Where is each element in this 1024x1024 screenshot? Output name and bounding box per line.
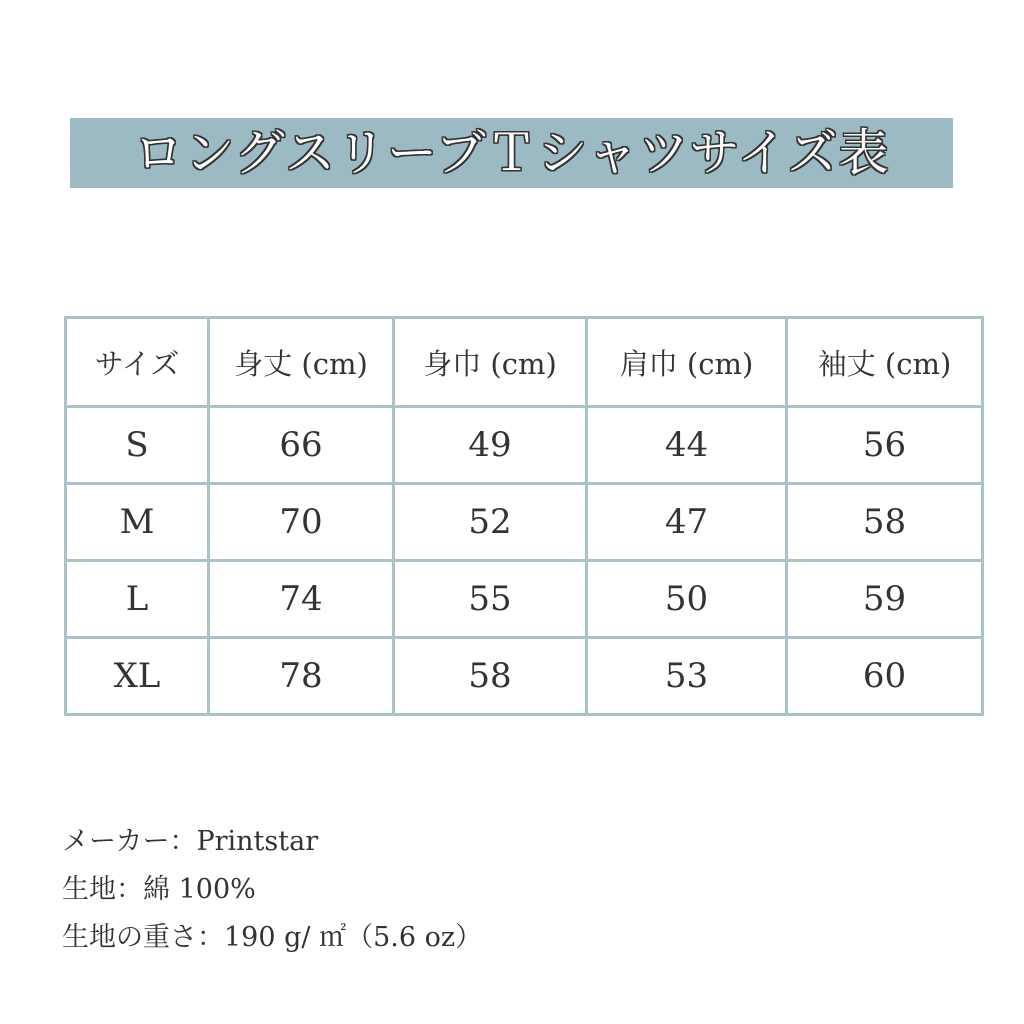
table-cell: 53 bbox=[587, 638, 787, 715]
spec-weight: 生地の重さ：190 g/ ㎡（5.6 oz） bbox=[62, 922, 483, 953]
table-cell: L bbox=[66, 561, 209, 638]
table-row bbox=[66, 407, 983, 484]
product-specs bbox=[62, 818, 482, 962]
spec-fabric: 生地：綿 100% bbox=[62, 874, 256, 905]
table-cell: 74 bbox=[209, 561, 394, 638]
table-row bbox=[66, 484, 983, 561]
title-banner bbox=[70, 118, 953, 188]
header-sleeve-length: 袖丈 (cm) bbox=[787, 318, 983, 407]
table-cell: 47 bbox=[587, 484, 787, 561]
table-cell: XL bbox=[66, 638, 209, 715]
table-cell: 44 bbox=[587, 407, 787, 484]
table-header-row bbox=[66, 318, 983, 407]
table-cell: 50 bbox=[587, 561, 787, 638]
table-row bbox=[66, 638, 983, 715]
header-size: サイズ bbox=[66, 318, 209, 407]
header-body-width: 身巾 (cm) bbox=[394, 318, 587, 407]
table-cell: 55 bbox=[394, 561, 587, 638]
table-cell: 58 bbox=[787, 484, 983, 561]
table-row bbox=[66, 561, 983, 638]
table-cell: M bbox=[66, 484, 209, 561]
table-cell: 52 bbox=[394, 484, 587, 561]
table-cell: 60 bbox=[787, 638, 983, 715]
table-cell: 59 bbox=[787, 561, 983, 638]
header-shoulder-width: 肩巾 (cm) bbox=[587, 318, 787, 407]
header-body-length: 身丈 (cm) bbox=[209, 318, 394, 407]
page-title: ロングスリーブＴシャツサイズ表 bbox=[133, 124, 890, 182]
table-cell: 70 bbox=[209, 484, 394, 561]
table-cell: 78 bbox=[209, 638, 394, 715]
table-cell: 49 bbox=[394, 407, 587, 484]
table-cell: 66 bbox=[209, 407, 394, 484]
spec-maker: メーカー：Printstar bbox=[62, 826, 319, 857]
table-cell: S bbox=[66, 407, 209, 484]
table-cell: 56 bbox=[787, 407, 983, 484]
table-cell: 58 bbox=[394, 638, 587, 715]
size-table bbox=[64, 316, 984, 716]
